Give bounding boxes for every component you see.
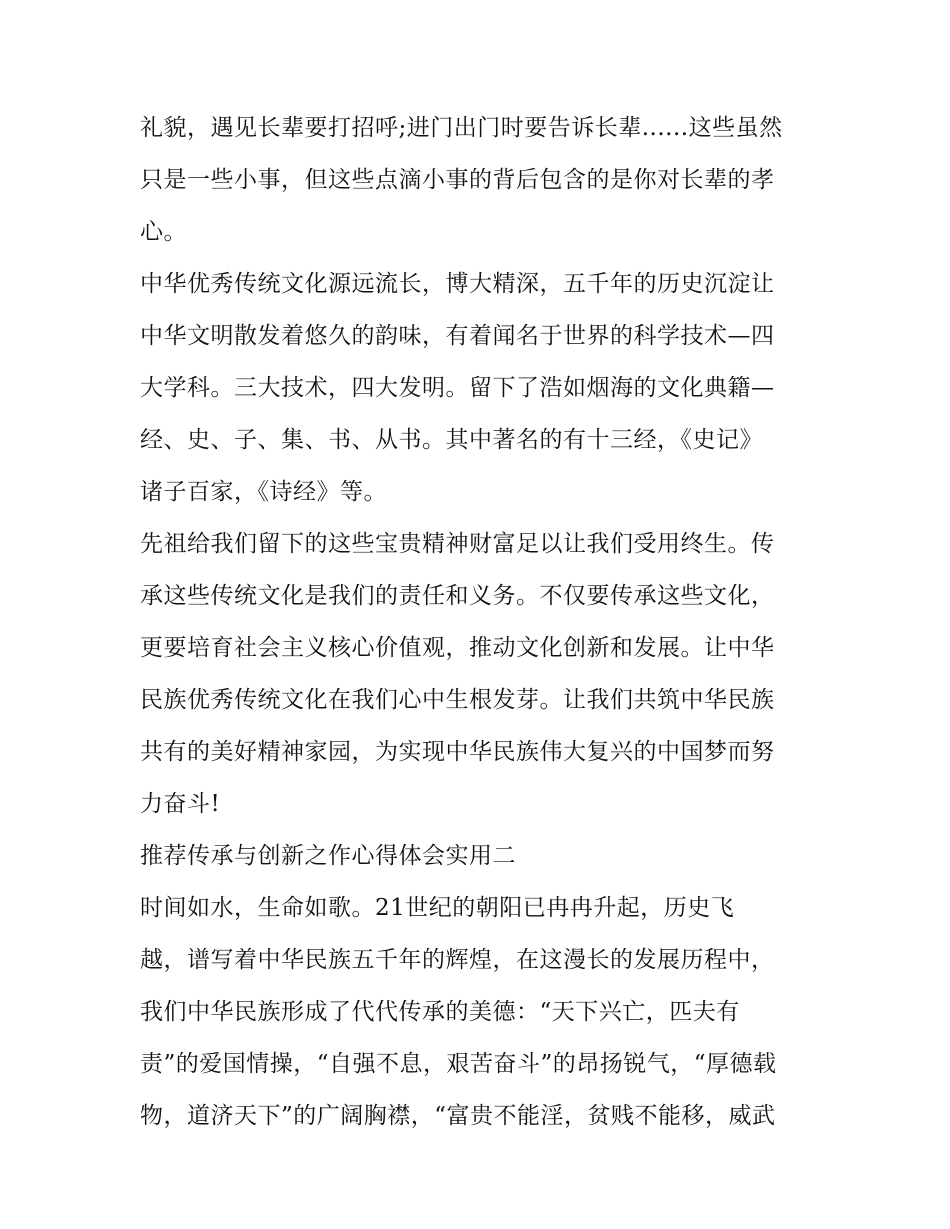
text-line: 只是一些小事，但这些点滴小事的背后包含的是你对长辈的孝 — [140, 167, 775, 193]
text-line: 经、史、子、集、书、从书。其中著名的有十三经，《史记》 — [140, 427, 763, 453]
text-line: 共有的美好精神家园，为实现中华民族伟大复兴的中国梦而努 — [140, 739, 775, 765]
section-heading: 推荐传承与创新之作心得体会实用二 — [140, 843, 516, 869]
text-line: 民族优秀传统文化在我们心中生根发芽。让我们共筑中华民族 — [140, 687, 775, 713]
text-line: 中华优秀传统文化源远流长，博大精深，五千年的历史沉淀让 — [140, 271, 775, 297]
text-line: 责”的爱国情操，“自强不息，艰苦奋斗”的昂扬锐气，“厚德载 — [140, 1051, 777, 1077]
text-line: 心。 — [140, 219, 187, 245]
text-line: 诸子百家，《诗经》等。 — [140, 479, 387, 505]
text-line: 物，道济天下”的广阔胸襟，“富贵不能淫，贫贱不能移，威武 — [140, 1103, 776, 1129]
text-line: 承这些传统文化是我们的责任和义务。不仅要传承这些文化， — [140, 583, 775, 609]
text-line: 先祖给我们留下的这些宝贵精神财富足以让我们受用终生。传 — [140, 531, 775, 557]
body-text — [140, 102, 820, 1142]
text-line: 越，谱写着中华民族五千年的辉煌，在这漫长的发展历程中， — [140, 947, 775, 973]
text-line: 力奋斗! — [140, 791, 221, 817]
text-line: 我们中华民族形成了代代传承的美德：“天下兴亡，匹夫有 — [140, 999, 740, 1025]
text-line: 更要培育社会主义核心价值观，推动文化创新和发展。让中华 — [140, 635, 775, 661]
text-line: 中华文明散发着悠久的韵味，有着闻名于世界的科学技术—四 — [140, 323, 775, 349]
text-line: 大学科。三大技术，四大发明。留下了浩如烟海的文化典籍— — [140, 375, 775, 401]
text-line: 时间如水，生命如歌。21世纪的朝阳已冉冉升起，历史飞 — [140, 895, 735, 921]
text-line: 礼貌，遇见长辈要打招呼;进门出门时要告诉长辈......这些虽然 — [140, 115, 783, 141]
